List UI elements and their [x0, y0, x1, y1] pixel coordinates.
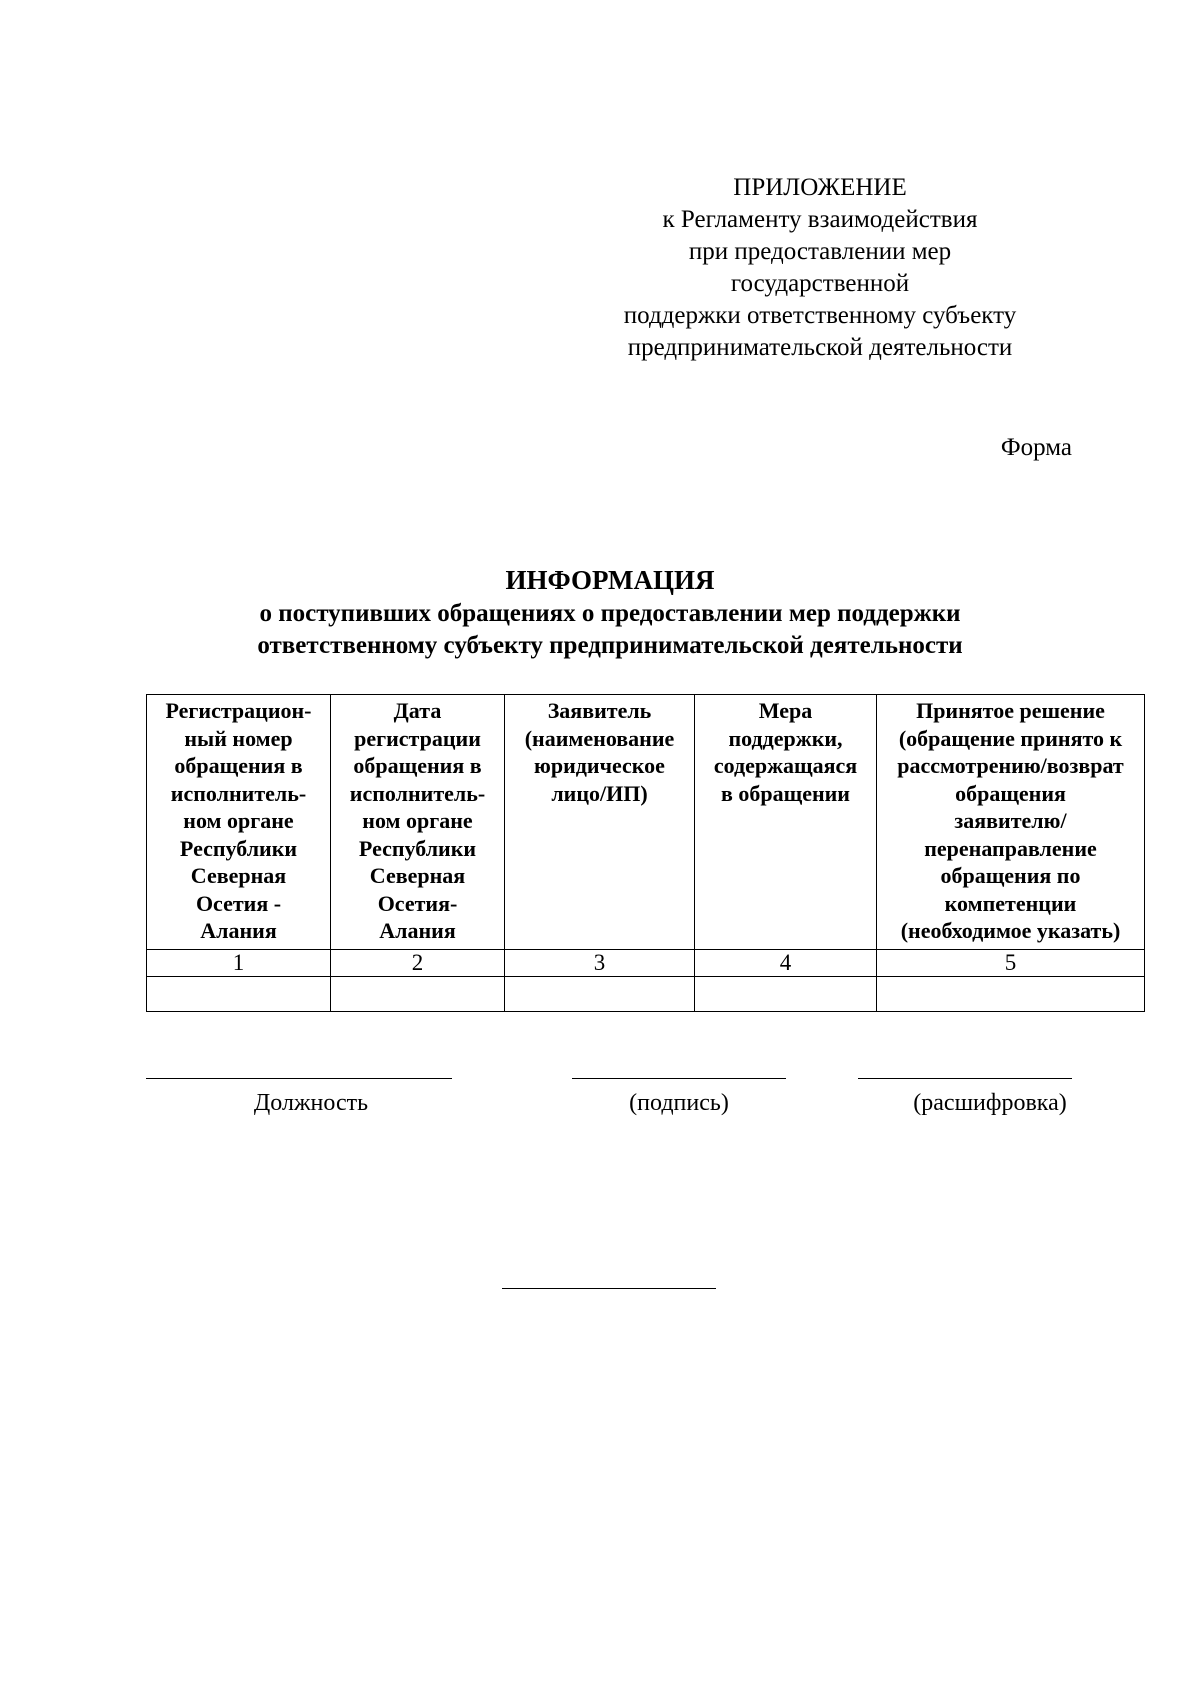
- column-header-line: ный номер: [184, 725, 293, 751]
- column-header-line: Регистрацион-: [165, 698, 312, 723]
- column-header-line: Республики: [358, 835, 477, 861]
- column-header-line: обращения: [955, 780, 1066, 806]
- table-number-row: [147, 950, 1145, 977]
- appendix-header: [560, 172, 1080, 364]
- column-header-line: Алания: [379, 918, 456, 943]
- column-header-line: юридическое: [534, 753, 665, 778]
- table-row: [147, 977, 1145, 1012]
- column-header-line: обращения в: [353, 753, 482, 778]
- column-header-line: Принятое решение: [916, 698, 1105, 723]
- column-header-line: Северная: [190, 863, 287, 888]
- column-header-line: Северная: [369, 863, 466, 888]
- column-header-line: содержащаяся: [713, 753, 858, 778]
- document-subtitle-line: о поступивших обращениях о предоставлении мер поддержки: [259, 600, 961, 627]
- column-header-line: Алания: [200, 918, 277, 943]
- document-subtitle-line: ответственному субъекту предпринимательской деятельности: [257, 632, 963, 659]
- applications-table: [146, 694, 1145, 1012]
- form-label: Форма: [1000, 434, 1072, 461]
- table-cell[interactable]: [877, 977, 1145, 1012]
- column-header-decision: [877, 695, 1145, 950]
- column-header-line: Дата: [393, 698, 442, 723]
- column-header-line: перенаправление: [924, 835, 1097, 861]
- separator-line: [502, 1288, 716, 1289]
- column-header-line: обращения по: [940, 863, 1081, 888]
- column-number: 3: [505, 950, 695, 977]
- column-header-line: исполнитель-: [170, 780, 307, 806]
- column-header-registration-date: [331, 695, 505, 950]
- column-header-line: Осетия-: [377, 890, 458, 916]
- table-cell[interactable]: [331, 977, 505, 1012]
- column-header-line: (обращение принято к: [898, 725, 1123, 751]
- column-header-line: ном органе: [362, 808, 473, 833]
- column-header-line: Осетия -: [195, 890, 282, 916]
- column-header-line: Мера: [758, 698, 813, 723]
- column-number: 2: [331, 950, 505, 977]
- table-cell[interactable]: [505, 977, 695, 1012]
- column-header-line: регистрации: [354, 725, 481, 751]
- column-header-registration-number: [147, 695, 331, 950]
- table-cell[interactable]: [695, 977, 877, 1012]
- column-header-line: поддержки,: [728, 725, 843, 751]
- document-title: ИНФОРМАЦИЯ: [505, 565, 715, 595]
- appendix-title: ПРИЛОЖЕНИЕ: [733, 174, 907, 201]
- column-header-line: ном органе: [183, 808, 294, 833]
- appendix-line: государственной: [730, 270, 910, 297]
- column-header-line: компетенции: [944, 890, 1077, 916]
- column-header-line: Заявитель: [547, 698, 652, 723]
- position-label: Должность: [253, 1090, 369, 1116]
- column-header-line: обращения в: [174, 753, 303, 778]
- appendix-line: поддержки ответственному субъекту: [623, 302, 1017, 329]
- signature-line: [572, 1078, 786, 1079]
- document-heading: [140, 562, 1080, 662]
- appendix-line: при предоставлении мер: [688, 238, 952, 265]
- column-header-line: исполнитель-: [349, 780, 486, 806]
- appendix-line: к Регламенту взаимодействия: [662, 206, 978, 233]
- column-header-line: в обращении: [721, 780, 850, 806]
- column-header-line: Республики: [179, 835, 298, 861]
- position-signature-line: [146, 1078, 452, 1079]
- column-header-applicant: [505, 695, 695, 950]
- column-number: 1: [147, 950, 331, 977]
- column-header-support-measure: [695, 695, 877, 950]
- signature-label: (подпись): [629, 1090, 729, 1116]
- decoding-signature-line: [858, 1078, 1072, 1079]
- column-header-line: рассмотрению/возврат: [897, 753, 1124, 778]
- appendix-line: предпринимательской деятельности: [627, 334, 1013, 361]
- column-header-line: заявителю/: [954, 808, 1067, 833]
- column-header-line: лицо/ИП): [551, 780, 648, 806]
- column-header-line: (наименование: [524, 725, 675, 751]
- column-header-line: (необходимое указать): [900, 918, 1121, 943]
- table-cell[interactable]: [147, 977, 331, 1012]
- table-header-row: [147, 695, 1145, 950]
- decoding-label: (расшифровка): [913, 1090, 1067, 1116]
- column-number: 4: [695, 950, 877, 977]
- column-number: 5: [877, 950, 1145, 977]
